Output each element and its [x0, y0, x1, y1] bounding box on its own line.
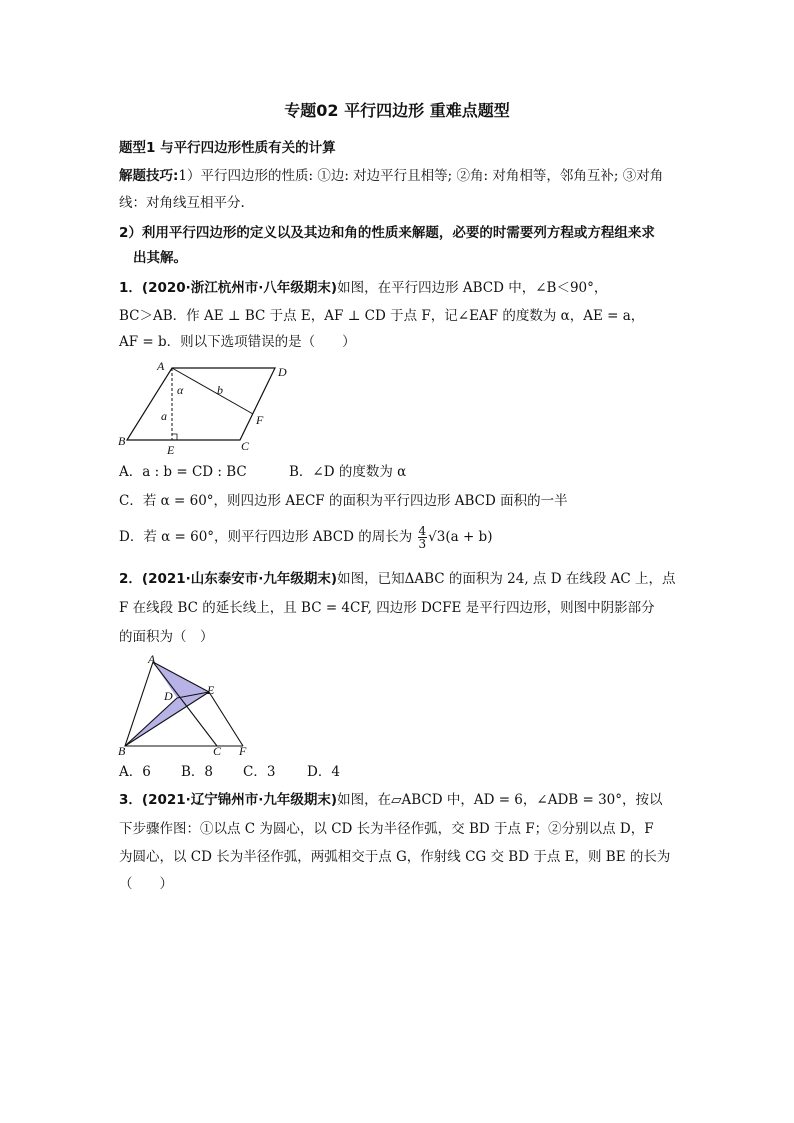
q1-option-d-fraction — [418, 525, 428, 550]
q3-line-4: （ ） — [119, 876, 173, 892]
q1-option-d — [119, 525, 689, 550]
q2-label-a: A — [148, 652, 156, 666]
tips-line-2: 线：对角线互相平分. — [119, 195, 245, 211]
q1-label-b: B — [118, 434, 126, 448]
q1-option-a: A．a : b = CD : BC — [119, 464, 247, 480]
q3-line-2: 下步骤作图：①以点 C 为圆心，以 CD 长为半径作弧，交 BD 于点 F；②分别以点 D，F — [119, 821, 654, 837]
q1-parallelogram-abcd — [127, 368, 275, 440]
q2-segment-ef — [209, 692, 243, 746]
q2-option-c: C．3 — [243, 764, 276, 780]
q2-line-2: F 在线段 BC 的延长线上，且 BC = 4CF, 四边形 DCFE 是平行四边形，则图中阴影部分 — [119, 600, 655, 616]
q3-text-1: 如图，在▱ABCD 中，AD = 6，∠ADB = 30°，按以 — [337, 792, 663, 808]
q1-segment-af — [172, 368, 253, 414]
q2-options — [119, 761, 689, 783]
tips-label: 解题技巧: — [119, 168, 179, 184]
tips-text-1: 1）平行四边形的性质: ①边: 对边平行且相等; ②角: 对角相等，邻角互补; ③对角 — [178, 168, 664, 184]
q1-line-2: BC＞AB．作 AE ⊥ BC 于点 E，AF ⊥ CD 于点 F，记∠EAF 的度数为 α，AE = a， — [119, 308, 645, 324]
q2-option-b: B．8 — [181, 764, 214, 780]
q1-text-1: 如图，在平行四边形 ABCD 中，∠B＜90°， — [337, 280, 608, 296]
q2-line-1 — [119, 568, 689, 590]
q1-label-f: F — [256, 413, 264, 427]
q2-label-d: D — [164, 689, 173, 703]
q2-option-a: A．6 — [119, 764, 151, 780]
q2-triangle-figure — [115, 652, 255, 756]
q3-line-1 — [119, 789, 689, 811]
tips-line-4: 出其解。 — [133, 250, 187, 266]
q1-label-d: D — [278, 365, 287, 379]
q2-line-3: 的面积为（ ） — [119, 629, 214, 645]
q2-head: 2．(2021·山东泰安市·九年级期末) — [119, 571, 338, 587]
q1-label-e: E — [167, 443, 175, 454]
q1-fraction-denominator: 3 — [418, 537, 427, 551]
q1-head: 1．(2020·浙江杭州市·八年级期末) — [119, 280, 338, 296]
q2-label-b: B — [118, 744, 126, 756]
q1-label-c: C — [241, 439, 250, 453]
q3-head: 3．(2021·辽宁锦州市·九年级期末) — [119, 792, 338, 808]
q1-option-b: B．∠D 的度数为 α — [289, 464, 407, 480]
q1-label-b-length: b — [217, 383, 223, 397]
q1-option-d-expression: √3(a + b) — [428, 529, 493, 545]
q1-options-ab — [119, 461, 689, 483]
q2-text-1: 如图，已知ΔABC 的面积为 24, 点 D 在线段 AC 上，点 — [337, 571, 676, 587]
q2-label-e: E — [207, 683, 215, 697]
page-title: 专题02 平行四边形 重难点题型 — [284, 101, 510, 120]
q2-shaded-triangle-ade — [153, 662, 209, 698]
q2-label-f: F — [239, 744, 247, 756]
q1-fraction-numerator: 4 — [418, 524, 427, 538]
tips-line-3: 2）利用平行四边形的定义以及其边和角的性质来解题，必要的时需要列方程或方程组来求 — [119, 225, 655, 241]
q1-label-alpha: α — [177, 383, 184, 397]
q2-option-d: D．4 — [307, 764, 340, 780]
q1-line-3: AF = b．则以下选项错误的是（ ） — [119, 334, 356, 350]
q1-option-d-text: D．若 α = 60°，则平行四边形 ABCD 的周长为 — [119, 529, 413, 545]
q1-option-c: C．若 α = 60°，则四边形 AECF 的面积为平行四边形 ABCD 面积的一半 — [119, 493, 568, 509]
q1-label-a: A — [157, 359, 165, 373]
q1-right-angle-e — [172, 434, 177, 440]
tips-line-1 — [119, 165, 689, 187]
q1-parallelogram-figure — [115, 358, 305, 454]
section-title: 题型1 与平行四边形性质有关的计算 — [119, 140, 336, 156]
q2-label-c: C — [213, 744, 222, 756]
q1-line-1 — [119, 277, 689, 299]
q3-line-3: 为圆心，以 CD 长为半径作弧，两弧相交于点 G，作射线 CG 交 BD 于点 E，则 BE 的长为 — [119, 849, 671, 865]
q1-label-a-length: a — [161, 409, 167, 423]
